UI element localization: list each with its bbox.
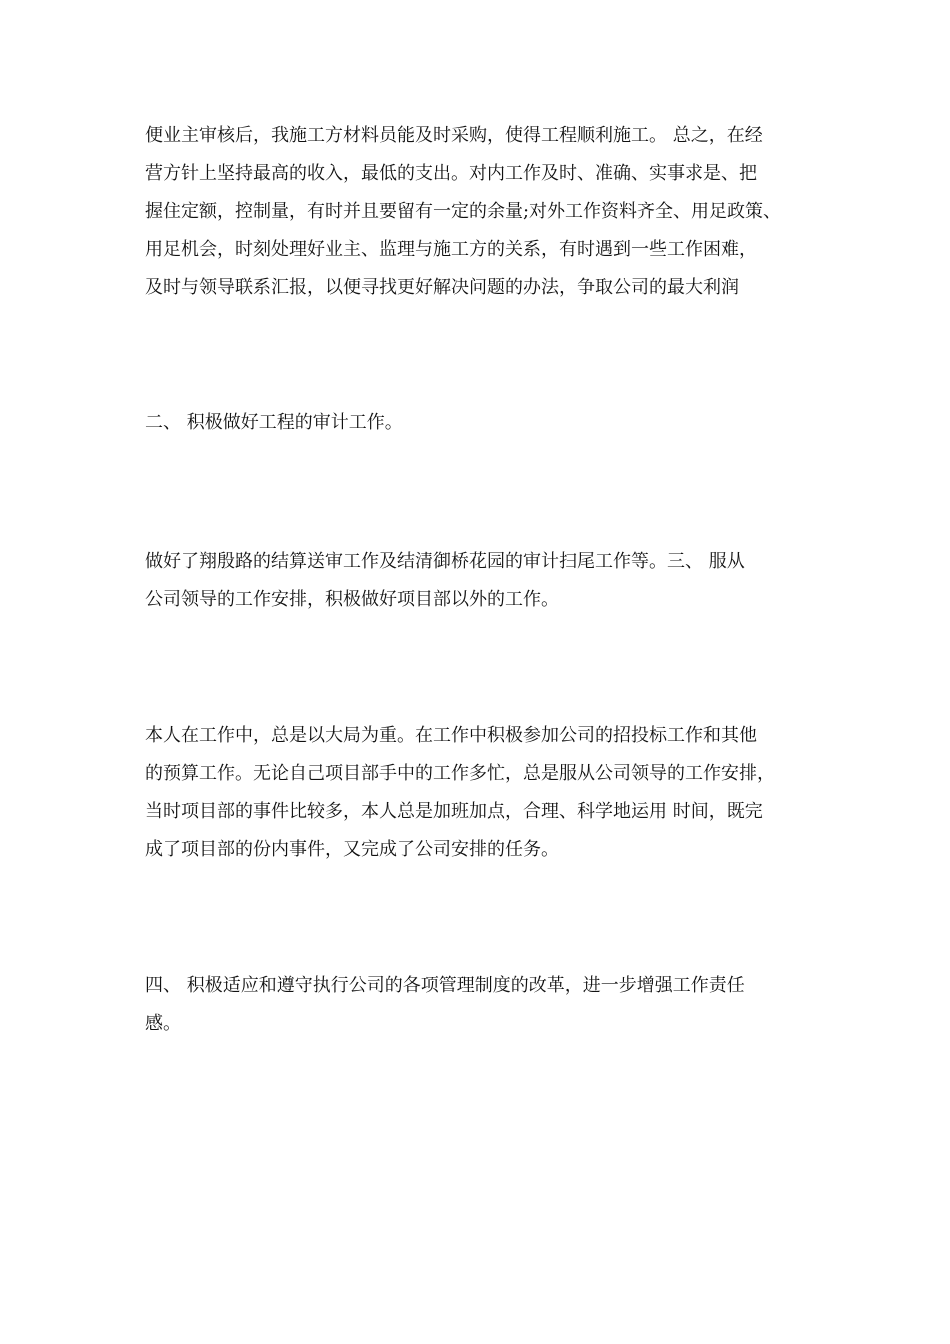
text-line: 及时与领导联系汇报，以便寻找更好解决问题的办法，争取公司的最大利润 [145,277,739,298]
text-line: 营方针上坚持最高的收入，最低的支出。对内工作及时、准确、实事求是、把 [145,163,757,184]
text-line: 公司领导的工作安排，积极做好项目部以外的工作。 [145,589,559,610]
section-heading-audit [145,404,825,442]
text-line: 用足机会，时刻处理好业主、监理与施工方的关系，有时遇到一些工作困难， [145,239,757,260]
paragraph-business-policy [145,117,825,307]
paragraph-audit-work [145,543,825,619]
text-line: 便业主审核后，我施工方材料员能及时采购，使得工程顺利施工。 总之，在经 [145,125,763,146]
text-line: 当时项目部的事件比较多，本人总是加班加点，合理、科学地运用 时间，既完 [145,801,763,822]
text-line: 的预算工作。无论自己项目部手中的工作多忙，总是服从公司领导的工作安排， [145,763,775,784]
text-line: 本人在工作中，总是以大局为重。在工作中积极参加公司的招投标工作和其他 [145,725,757,746]
heading-line: 二、 积极做好工程的审计工作。 [145,412,403,433]
section-heading-management-reform [145,967,825,1043]
paragraph-personal-work [145,717,825,869]
text-line: 做好了翔殷路的结算送审工作及结清御桥花园的审计扫尾工作等。三、 服从 [145,551,745,572]
text-line: 握住定额，控制量，有时并且要留有一定的余量;对外工作资料齐全、用足政策、 [145,201,782,222]
text-line: 成了项目部的份内事件，又完成了公司安排的任务。 [145,839,559,860]
heading-line: 感。 [145,1013,181,1034]
heading-line: 四、 积极适应和遵守执行公司的各项管理制度的改革，进一步增强工作责任 [145,975,745,996]
